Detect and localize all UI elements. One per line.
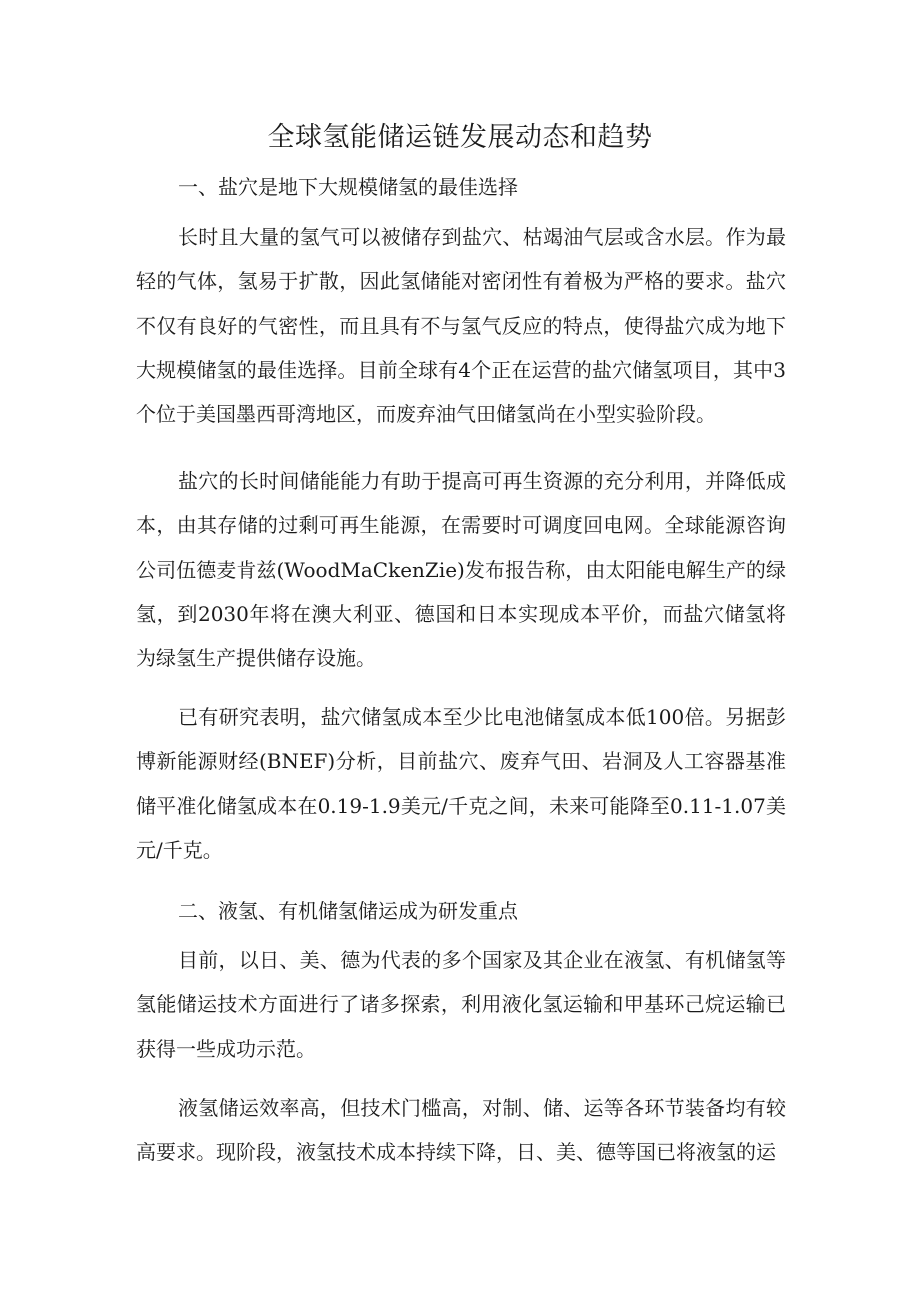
section-1-paragraph-2: 盐穴的长时间储能能力有助于提高可再生资源的充分利用，并降低成本，由其存储的过剩可再生能源，在需要时可调度回电网。全球能源咨询公司伍德麦肯兹(WoodMaCkenZie)发布报告称，由太阳能电解生产的绿氢，到2030年将在澳大利亚、德国和日本实现成本平价，而盐穴储氢将为绿氢生产提供储存设施。: [136, 469, 786, 671]
section-2-paragraph-2: 液氢储运效率高，但技术门槛高，对制、储、运等各环节装备均有较高要求。现阶段，液氢技术成本持续下降，日、美、德等国已将液氢的运: [136, 1096, 786, 1165]
section-1-heading: 一、盐穴是地下大规模储氢的最佳选择: [178, 175, 518, 199]
section-2-paragraph-1: 目前，以日、美、德为代表的多个国家及其企业在液氢、有机储氢等氢能储运技术方面进行了诸多探索，利用液化氢运输和甲基环己烷运输已获得一些成功示范。: [136, 948, 786, 1061]
section-1-paragraph-1: 长时且大量的氢气可以被储存到盐穴、枯竭油气层或含水层。作为最轻的气体，氢易于扩散，因此氢储能对密闭性有着极为严格的要求。盐穴不仅有良好的气密性，而且具有不与氢气反应的特点，使得盐穴成为地下大规模储氢的最佳选择。目前全球有4个正在运营的盐穴储氢项目，其中3个位于美国墨西哥湾地区，而废弃油气田储氢尚在小型实验阶段。: [136, 225, 786, 427]
document-title: 全球氢能储运链发展动态和趋势: [267, 122, 653, 153]
section-2-heading: 二、液氢、有机储氢储运成为研发重点: [178, 899, 518, 923]
section-1-paragraph-3: 已有研究表明，盐穴储氢成本至少比电池储氢成本低100倍。另据彭博新能源财经(BNEF)分析，目前盐穴、废弃气田、岩洞及人工容器基准储平准化储氢成本在0.19-1.9美元/千克之间，未来可能降至0.11-1.07美元/千克。: [136, 705, 786, 862]
